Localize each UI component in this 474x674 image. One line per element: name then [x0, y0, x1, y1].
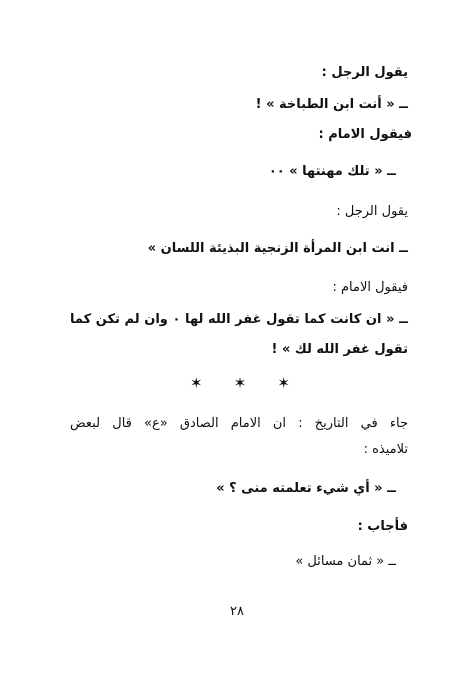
text-line-speaker-man-2: يقول الرجل : [336, 204, 408, 219]
text-line-answered: فأجاب : [357, 519, 408, 534]
text-line-quote-profession: ــ « تلك مهنتها » ٠٠ [268, 164, 396, 179]
text-line-history-1: جاء في التاريخ : ان الامام الصادق «ع» قال لبعض [70, 416, 408, 431]
text-line-question: ــ « أي شيء تعلمته منى ؟ » [216, 481, 396, 496]
text-line-eight-issues: ــ « ثمان مسائل » [295, 554, 396, 569]
page-number: ٢٨ [230, 604, 244, 619]
text-line-quote-cook: ــ « أنت ابن الطباخة » ! [255, 97, 408, 112]
text-line-speaker-man-1: يقول الرجل : [321, 65, 408, 80]
star-icon: ✶ [190, 374, 203, 392]
section-separator [190, 374, 290, 392]
text-line-speaker-imam-2: فيقول الامام : [332, 280, 408, 295]
text-line-quote-forgive-2: تقول غفر الله لك » ! [271, 342, 408, 357]
star-icon: ✶ [233, 374, 247, 392]
text-line-quote-insult: ــ انت ابن المرأة الزنجية البذيئة اللسان » [147, 241, 408, 256]
text-line-history-2: تلاميذه : [363, 442, 408, 457]
text-line-quote-forgive-1: ــ « ان كانت كما تقول غفر الله لها ٠ وان لم تكن كما [70, 312, 408, 327]
text-line-speaker-imam-1: فيقول الامام : [318, 127, 412, 142]
star-icon: ✶ [277, 374, 290, 392]
